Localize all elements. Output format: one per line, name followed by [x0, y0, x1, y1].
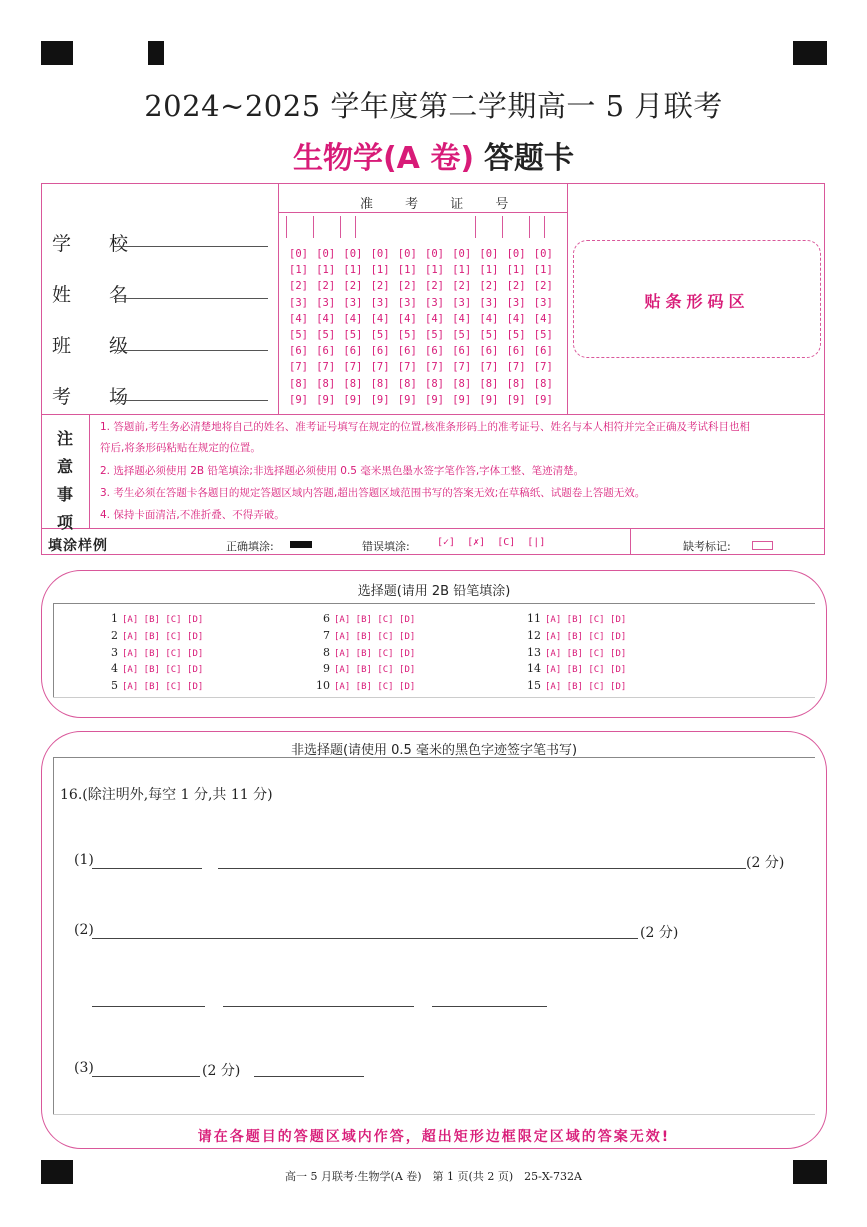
exam-id-digit-bubble[interactable]: [5]	[506, 328, 526, 341]
room-field[interactable]	[114, 380, 268, 401]
exam-id-digit-bubble[interactable]: [7]	[316, 361, 336, 374]
exam-id-digit-bubble[interactable]: [0]	[533, 248, 553, 260]
mc-top-rule	[53, 603, 815, 604]
exam-id-digit-bubble[interactable]: [0]	[370, 248, 390, 260]
exam-id-digit-bubble[interactable]: [4]	[506, 312, 526, 325]
q16-heading: 16.(除注明外,每空 1 分,共 11 分)	[60, 787, 273, 803]
exam-id-digit-bubble[interactable]: [3]	[533, 296, 553, 309]
exam-id-digit-bubble[interactable]: [7]	[425, 361, 444, 374]
exam-id-digit-bubble[interactable]: [5]	[533, 328, 553, 341]
exam-id-write-box[interactable]	[529, 216, 545, 238]
exam-id-digit-bubble[interactable]: [4]	[425, 312, 444, 325]
exam-id-digit-bubble[interactable]: [9]	[533, 393, 553, 406]
notice-head-divider	[89, 414, 90, 528]
q16-part3-score: (2 分)	[202, 1063, 241, 1079]
mc-question-number: 10	[316, 679, 330, 693]
mc-option-bubbles[interactable]: [A] [B] [C] [D]	[334, 631, 416, 642]
mc-question-number: 14	[527, 662, 541, 676]
exam-id-digit-bubble[interactable]: [4]	[533, 312, 553, 325]
notice-item-4: 4. 保持卡面清洁,不准折叠、不得弄破。	[100, 509, 285, 521]
mc-left-rule	[53, 603, 54, 697]
multiple-choice-title: 选择题(请用 2B 铅笔填涂)	[357, 584, 511, 599]
notice-item-2: 2. 选择题必须使用 2B 铅笔填涂;非选择题必须使用 0.5 毫米黑色墨水签字笔作答,字体工整、笔迹清楚。	[100, 465, 585, 477]
mc-question-row[interactable]	[104, 629, 203, 642]
mc-question-row[interactable]	[316, 679, 415, 692]
school-field[interactable]	[114, 226, 268, 247]
room-label: 考 场	[52, 386, 145, 408]
card-label: 答题卡	[484, 141, 575, 176]
exam-id-write-box[interactable]	[502, 216, 517, 238]
q16-part3-label: (3)	[74, 1060, 94, 1076]
exam-id-digit-bubble[interactable]: [8]	[452, 377, 472, 390]
exam-id-digit-bubble[interactable]: [2]	[370, 280, 390, 293]
notice-bottom-divider	[41, 528, 825, 529]
mc-option-bubbles[interactable]: [A] [B] [C] [D]	[334, 648, 416, 659]
exam-id-digit-column[interactable]	[425, 246, 445, 408]
mc-question-number: 5	[111, 679, 118, 693]
nc-bottom-rule	[53, 1114, 815, 1115]
exam-id-digit-bubble[interactable]: [8]	[533, 377, 553, 390]
exam-id-digit-bubble[interactable]: [8]	[316, 377, 336, 390]
exam-id-digit-bubble[interactable]: [5]	[425, 328, 444, 341]
mc-question-row[interactable]	[316, 662, 415, 675]
mc-option-bubbles[interactable]: [A] [B] [C] [D]	[122, 631, 204, 642]
mc-question-number: 7	[323, 628, 330, 642]
exam-id-digit-column[interactable]	[534, 246, 554, 408]
mc-question-row[interactable]	[527, 679, 626, 692]
q16-part2-blank-d[interactable]	[432, 992, 547, 1007]
mc-question-row[interactable]	[316, 629, 415, 642]
exam-id-digit-bubble[interactable]: [1]	[289, 264, 308, 277]
exam-id-digit-bubble[interactable]: [3]	[506, 296, 526, 309]
registration-mark-top-left	[41, 41, 73, 65]
mc-question-row[interactable]	[527, 662, 626, 675]
exam-id-digit-column[interactable]	[343, 246, 363, 408]
mc-option-bubbles[interactable]: [A] [B] [C] [D]	[122, 682, 204, 693]
exam-id-digit-column[interactable]	[452, 246, 472, 408]
exam-id-digit-bubble[interactable]: [7]	[452, 361, 472, 374]
q16-part1-blank-a[interactable]	[92, 854, 202, 869]
exam-id-digit-column[interactable]	[507, 246, 527, 408]
answer-area-warning: 请在各题目的答题区域内作答，超出矩形边框限定区域的答案无效!	[197, 1129, 671, 1145]
exam-id-digit-bubble[interactable]: [2]	[316, 280, 336, 293]
mc-question-number: 2	[111, 628, 118, 642]
exam-id-digit-bubble[interactable]: [9]	[506, 393, 526, 406]
exam-id-digit-bubble[interactable]: [1]	[533, 264, 553, 277]
mc-option-bubbles[interactable]: [A] [B] [C] [D]	[545, 631, 627, 642]
exam-title: 2024~2025 学年度第二学期高一 5 月联考	[144, 89, 723, 123]
mc-bottom-rule	[53, 697, 815, 698]
mc-question-row[interactable]	[527, 629, 626, 642]
exam-id-digit-bubble[interactable]: [4]	[452, 312, 472, 325]
exam-id-digit-bubble[interactable]: [1]	[506, 264, 526, 277]
mc-question-number: 11	[527, 612, 541, 625]
info-divider-2	[567, 183, 568, 414]
absent-divider	[630, 528, 631, 555]
exam-id-digit-bubble[interactable]: [7]	[479, 361, 499, 374]
exam-id-digit-bubble[interactable]: [3]	[370, 296, 390, 309]
registration-mark-top-mid	[148, 41, 164, 65]
exam-id-digit-bubble[interactable]: [7]	[370, 361, 390, 374]
exam-id-digit-bubble[interactable]: [9]	[370, 393, 390, 406]
barcode-label: 贴条形码区	[644, 292, 750, 311]
mc-question-number: 8	[323, 645, 330, 659]
exam-id-digit-bubble[interactable]: [8]	[479, 377, 499, 390]
mc-question-number: 1	[111, 612, 118, 625]
mc-option-bubbles[interactable]: [A] [B] [C] [D]	[334, 665, 416, 676]
subject-title	[0, 133, 867, 177]
info-divider-1	[278, 183, 279, 414]
nc-left-rule	[53, 757, 54, 1114]
exam-id-digit-bubble[interactable]: [1]	[343, 264, 363, 277]
mc-question-row[interactable]	[104, 662, 203, 675]
exam-id-digit-bubble[interactable]: [1]	[397, 264, 417, 277]
exam-id-digit-bubble[interactable]: [2]	[452, 280, 472, 293]
exam-id-title: 准 考 证 号	[360, 197, 523, 212]
exam-id-digit-bubble[interactable]: [5]	[289, 328, 308, 341]
exam-id-digit-bubble[interactable]: [8]	[425, 377, 444, 390]
notice-heading	[50, 425, 80, 537]
exam-id-digit-bubble[interactable]: [2]	[506, 280, 526, 293]
class-field[interactable]	[114, 330, 268, 351]
exam-id-digit-bubble[interactable]: [9]	[316, 393, 336, 406]
exam-id-digit-bubble[interactable]: [3]	[425, 296, 444, 309]
exam-id-digit-column[interactable]	[289, 246, 309, 408]
exam-id-digit-bubble[interactable]: [0]	[289, 248, 308, 260]
exam-id-write-box[interactable]	[286, 216, 301, 238]
exam-id-digit-bubble[interactable]: [3]	[343, 296, 363, 309]
mc-question-number: 13	[527, 645, 541, 659]
mc-question-row[interactable]	[316, 646, 415, 659]
exam-id-digit-bubble[interactable]: [0]	[425, 248, 444, 260]
exam-id-digit-bubble[interactable]: [6]	[452, 345, 472, 358]
exam-id-digit-bubble[interactable]: [1]	[452, 264, 472, 277]
exam-id-digit-bubble[interactable]: [7]	[533, 361, 553, 374]
non-choice-title: 非选择题(请使用 0.5 毫米的黑色字迹签字笔书写)	[290, 743, 578, 758]
wrong-mark-circle: [C]	[497, 537, 516, 548]
exam-id-digit-bubble[interactable]: [8]	[289, 377, 308, 390]
exam-id-digit-bubble[interactable]: [8]	[397, 377, 417, 390]
exam-id-digit-bubble[interactable]: [0]	[316, 248, 336, 260]
exam-id-digit-bubble[interactable]: [5]	[479, 328, 499, 341]
mc-question-row[interactable]	[104, 646, 203, 659]
exam-id-write-box[interactable]	[313, 216, 328, 238]
registration-mark-top-right	[793, 41, 827, 65]
mc-option-bubbles[interactable]: [A] [B] [C] [D]	[545, 665, 627, 676]
q16-part2-blank-c[interactable]	[223, 992, 414, 1007]
mc-option-bubbles[interactable]: [A] [B] [C] [D]	[545, 648, 627, 659]
exam-id-digit-bubble[interactable]: [6]	[425, 345, 444, 358]
exam-id-digit-bubble[interactable]: [6]	[533, 345, 553, 358]
mc-question-row[interactable]	[527, 646, 626, 659]
mc-question-number: 9	[323, 662, 330, 676]
exam-id-digit-bubble[interactable]: [2]	[479, 280, 499, 293]
notice-heading-text: 注意事项	[56, 429, 73, 532]
mc-question-row[interactable]	[527, 612, 626, 625]
name-field[interactable]	[114, 278, 268, 299]
exam-id-digit-bubble[interactable]: [1]	[479, 264, 499, 277]
wrong-mark-line: [|]	[527, 537, 546, 548]
nc-top-rule	[53, 757, 815, 758]
notice-item-3: 3. 考生必须在答题卡各题目的规定答题区域内答题,超出答题区域范围书写的答案无效;在草稿纸、试题卷上答题无效。	[100, 487, 646, 499]
q16-part2-blank-b[interactable]	[92, 992, 205, 1007]
mc-option-bubbles[interactable]: [A] [B] [C] [D]	[334, 615, 416, 625]
exam-id-digit-bubble[interactable]: [5]	[316, 328, 336, 341]
exam-id-digit-bubble[interactable]: [5]	[452, 328, 472, 341]
mc-question-number: 6	[323, 612, 330, 625]
correct-fill-label: 正确填涂:	[226, 540, 274, 553]
exam-id-digit-column[interactable]	[398, 246, 418, 408]
exam-id-digit-bubble[interactable]: [5]	[397, 328, 417, 341]
exam-id-digit-bubble[interactable]: [0]	[479, 248, 499, 260]
exam-id-digit-bubble[interactable]: [0]	[343, 248, 363, 260]
exam-id-digit-bubble[interactable]: [1]	[370, 264, 390, 277]
exam-id-digit-bubble[interactable]: [4]	[316, 312, 336, 325]
notice-top-divider	[41, 414, 825, 415]
mc-option-bubbles[interactable]: [A] [B] [C] [D]	[122, 665, 204, 676]
exam-id-digit-bubble[interactable]: [7]	[289, 361, 308, 374]
exam-id-digit-bubble[interactable]: [3]	[452, 296, 472, 309]
absent-mark-box[interactable]	[752, 541, 773, 550]
mc-option-bubbles[interactable]: [A] [B] [C] [D]	[122, 615, 204, 625]
exam-id-digit-bubble[interactable]: [4]	[479, 312, 499, 325]
notice-item-1-cont: 符后,将条形码粘贴在规定的位置。	[100, 442, 261, 454]
exam-id-digit-bubble[interactable]: [7]	[397, 361, 417, 374]
exam-id-digit-bubble[interactable]: [2]	[425, 280, 444, 293]
exam-id-digit-bubble[interactable]: [5]	[343, 328, 363, 341]
exam-id-digit-column[interactable]	[479, 246, 499, 408]
mc-question-number: 15	[527, 679, 541, 693]
mc-question-number: 3	[111, 645, 118, 659]
exam-id-digit-bubble[interactable]: [9]	[289, 393, 308, 406]
exam-id-digit-bubble[interactable]: [2]	[289, 280, 308, 293]
wrong-mark-check: [✓]	[437, 537, 456, 548]
exam-id-digit-bubble[interactable]: [7]	[506, 361, 526, 374]
mc-question-number: 12	[527, 628, 541, 642]
exam-id-digit-bubble[interactable]: [3]	[289, 296, 308, 309]
exam-id-write-box[interactable]	[475, 216, 490, 238]
q16-part3-blank-b[interactable]	[254, 1062, 364, 1077]
id-title-divider	[278, 212, 567, 213]
mc-option-bubbles[interactable]: [A] [B] [C] [D]	[334, 682, 416, 693]
exam-id-digit-bubble[interactable]: [9]	[425, 393, 444, 406]
exam-id-digit-bubble[interactable]: [9]	[397, 393, 417, 406]
school-label: 学 校	[52, 233, 145, 255]
wrong-fill-samples	[437, 537, 545, 548]
wrong-mark-cross: [✗]	[467, 537, 486, 548]
q16-part2-score: (2 分)	[640, 925, 679, 941]
exam-id-digit-bubble[interactable]: [0]	[397, 248, 417, 260]
mc-question-row[interactable]	[104, 679, 203, 692]
exam-id-digit-bubble[interactable]: [2]	[343, 280, 363, 293]
mc-option-bubbles[interactable]: [A] [B] [C] [D]	[122, 648, 204, 659]
exam-id-digit-bubble[interactable]: [9]	[343, 393, 363, 406]
exam-id-digit-bubble[interactable]: [0]	[506, 248, 526, 260]
q16-part3-blank-a[interactable]	[92, 1062, 200, 1077]
exam-id-digit-column[interactable]	[316, 246, 336, 408]
mc-question-row[interactable]	[316, 612, 415, 625]
exam-id-digit-bubble[interactable]: [0]	[452, 248, 472, 260]
mc-option-bubbles[interactable]: [A] [B] [C] [D]	[545, 682, 627, 693]
wrong-fill-label: 错误填涂:	[362, 540, 410, 553]
q16-part2-label: (2)	[74, 922, 94, 938]
exam-id-digit-bubble[interactable]: [6]	[479, 345, 499, 358]
mc-option-bubbles[interactable]: [A] [B] [C] [D]	[545, 615, 627, 625]
mc-question-number: 4	[111, 662, 118, 676]
exam-id-digit-bubble[interactable]: [6]	[343, 345, 363, 358]
exam-id-digit-bubble[interactable]: [4]	[289, 312, 308, 325]
exam-id-digit-column[interactable]	[371, 246, 391, 408]
exam-id-digit-bubble[interactable]: [6]	[370, 345, 390, 358]
exam-id-digit-bubble[interactable]: [1]	[425, 264, 444, 277]
correct-fill-sample	[290, 541, 312, 548]
q16-part1-label: (1)	[74, 852, 94, 868]
q16-part1-blank-b[interactable]	[218, 854, 746, 869]
notice-item-1: 1. 答题前,考生务必清楚地将自己的姓名、准考证号填写在规定的位置,核准条形码上的准考证号、姓名与本人相符并完全正确及考试科目也相	[100, 421, 751, 433]
exam-id-digit-bubble[interactable]: [8]	[506, 377, 526, 390]
exam-id-digit-bubble[interactable]: [9]	[479, 393, 499, 406]
absent-mark-label: 缺考标记:	[683, 540, 731, 553]
exam-id-digit-bubble[interactable]: [2]	[397, 280, 417, 293]
subject-name: 生物学(A 卷)	[292, 141, 475, 176]
exam-id-digit-bubble[interactable]: [5]	[370, 328, 390, 341]
exam-id-write-box[interactable]	[340, 216, 356, 238]
q16-part2-blank-a[interactable]	[92, 924, 638, 939]
exam-id-digit-bubble[interactable]: [7]	[343, 361, 363, 374]
mc-question-row[interactable]	[104, 612, 203, 625]
exam-id-digit-bubble[interactable]: [1]	[316, 264, 336, 277]
exam-id-digit-bubble[interactable]: [9]	[452, 393, 472, 406]
exam-id-digit-bubble[interactable]: [2]	[533, 280, 553, 293]
exam-id-digit-bubble[interactable]: [3]	[479, 296, 499, 309]
exam-id-digit-bubble[interactable]: [6]	[506, 345, 526, 358]
exam-id-digit-bubble[interactable]: [3]	[316, 296, 336, 309]
page-footer: 高一 5 月联考·生物学(A 卷) 第 1 页(共 2 页) 25-X-732A	[285, 1170, 582, 1183]
exam-id-digit-bubble[interactable]: [8]	[370, 377, 390, 390]
exam-id-digit-bubble[interactable]: [4]	[370, 312, 390, 325]
exam-id-digit-bubble[interactable]: [8]	[343, 377, 363, 390]
exam-id-digit-bubble[interactable]: [4]	[397, 312, 417, 325]
exam-id-digit-bubble[interactable]: [6]	[397, 345, 417, 358]
exam-id-digit-bubble[interactable]: [6]	[316, 345, 336, 358]
q16-part1-score: (2 分)	[746, 855, 785, 871]
name-label: 姓 名	[52, 284, 145, 306]
class-label: 班 级	[52, 335, 145, 357]
fill-sample-label: 填涂样例	[48, 538, 108, 554]
exam-id-digit-bubble[interactable]: [4]	[343, 312, 363, 325]
exam-id-digit-bubble[interactable]: [3]	[397, 296, 417, 309]
exam-id-digit-bubble[interactable]: [6]	[289, 345, 308, 358]
